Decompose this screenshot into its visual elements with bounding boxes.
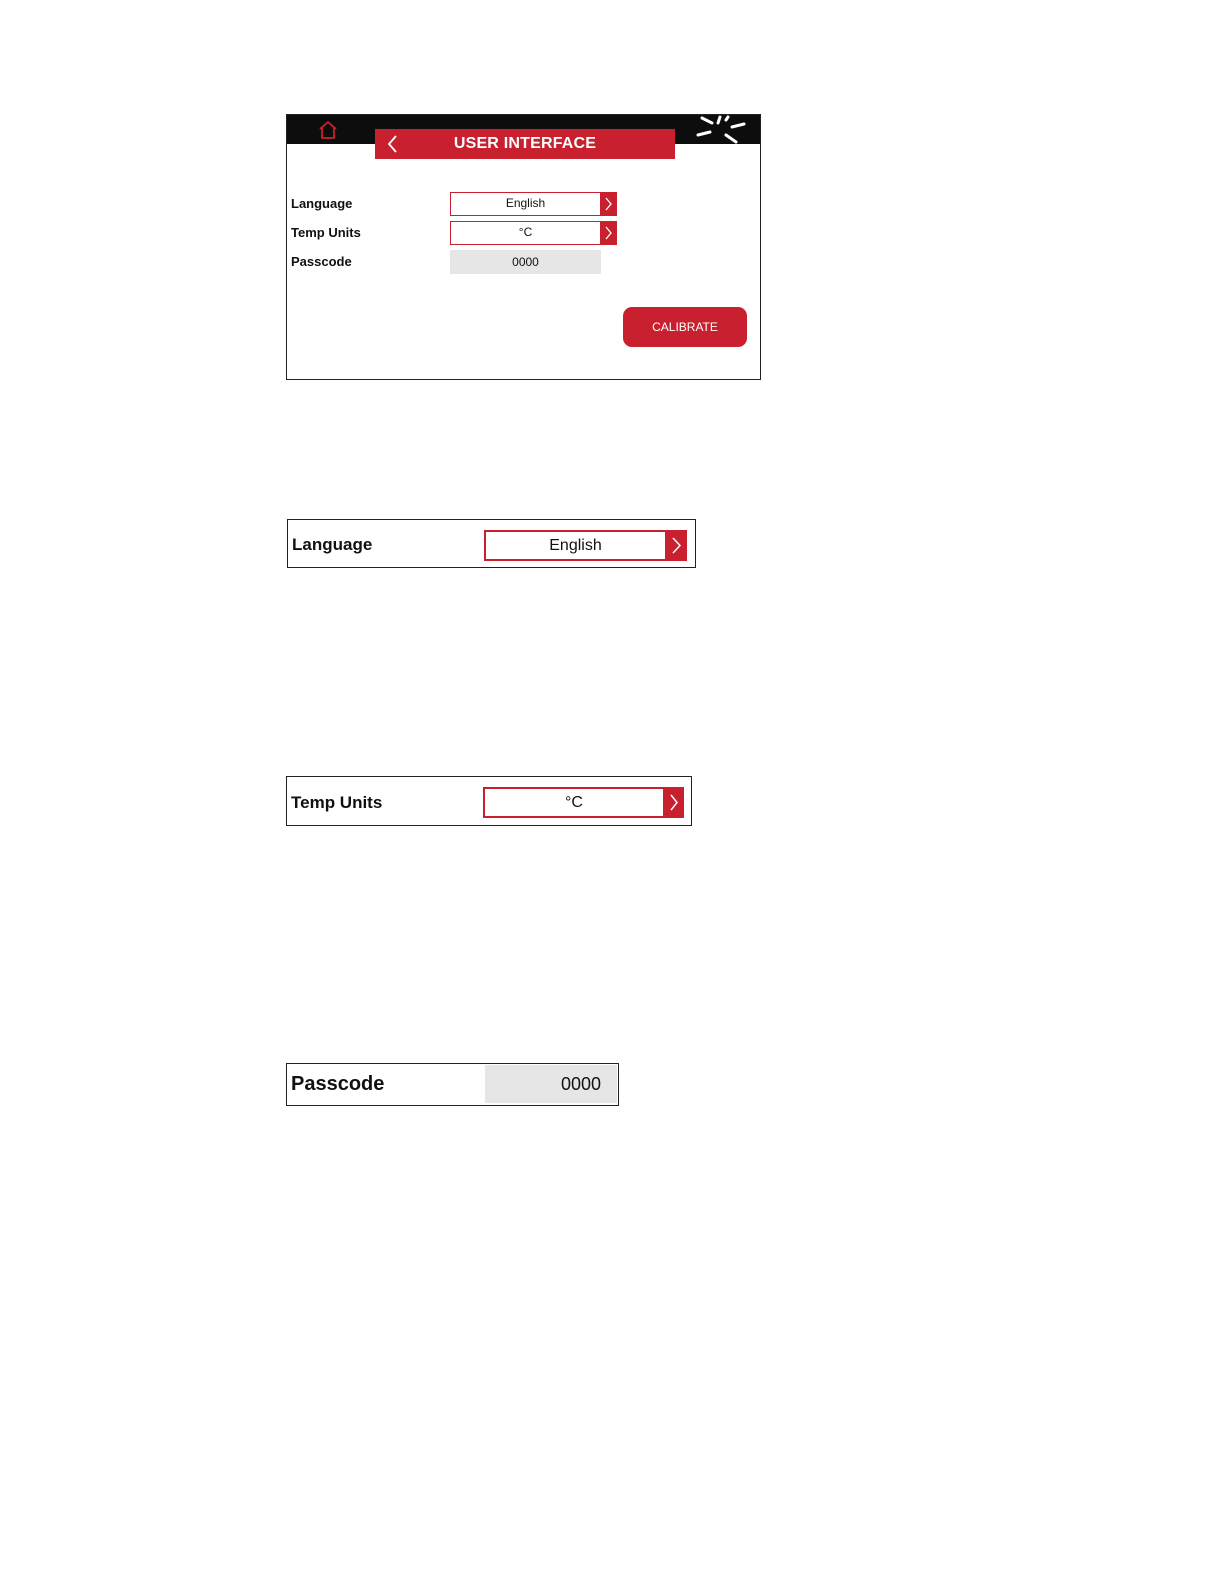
chevron-right-icon [666,530,687,561]
chevron-right-icon [600,221,617,245]
temp-units-detail [286,776,692,826]
language-label: Language [291,196,353,211]
passcode-detail [286,1063,619,1106]
user-interface-screen [286,114,761,380]
language-detail-label: Language [292,535,373,554]
temp-units-detail-label: Temp Units [291,793,383,812]
temp-units-detail-select[interactable]: °C [483,787,665,818]
spark-icon [690,115,750,144]
passcode-detail-field[interactable]: 0000 [485,1065,617,1103]
language-detail-arrow-button[interactable] [666,530,687,561]
temp-units-arrow-button[interactable] [600,221,617,245]
calibrate-button[interactable]: CALIBRATE [623,307,747,347]
language-arrow-button[interactable] [600,192,617,216]
language-detail [287,519,696,568]
language-detail-select[interactable]: English [484,530,667,561]
page-title: USER INTERFACE [453,135,597,152]
home-icon[interactable] [317,119,339,141]
passcode-field[interactable]: 0000 [450,250,601,274]
passcode-detail-label: Passcode [291,1073,385,1095]
chevron-right-icon [600,192,617,216]
title-bar [375,129,675,159]
passcode-label: Passcode [291,254,352,269]
temp-units-detail-arrow-button[interactable] [664,787,684,818]
chevron-right-icon [664,787,684,818]
language-select[interactable]: English [450,192,601,216]
temp-units-label: Temp Units [291,225,361,240]
temp-units-select[interactable]: °C [450,221,601,245]
